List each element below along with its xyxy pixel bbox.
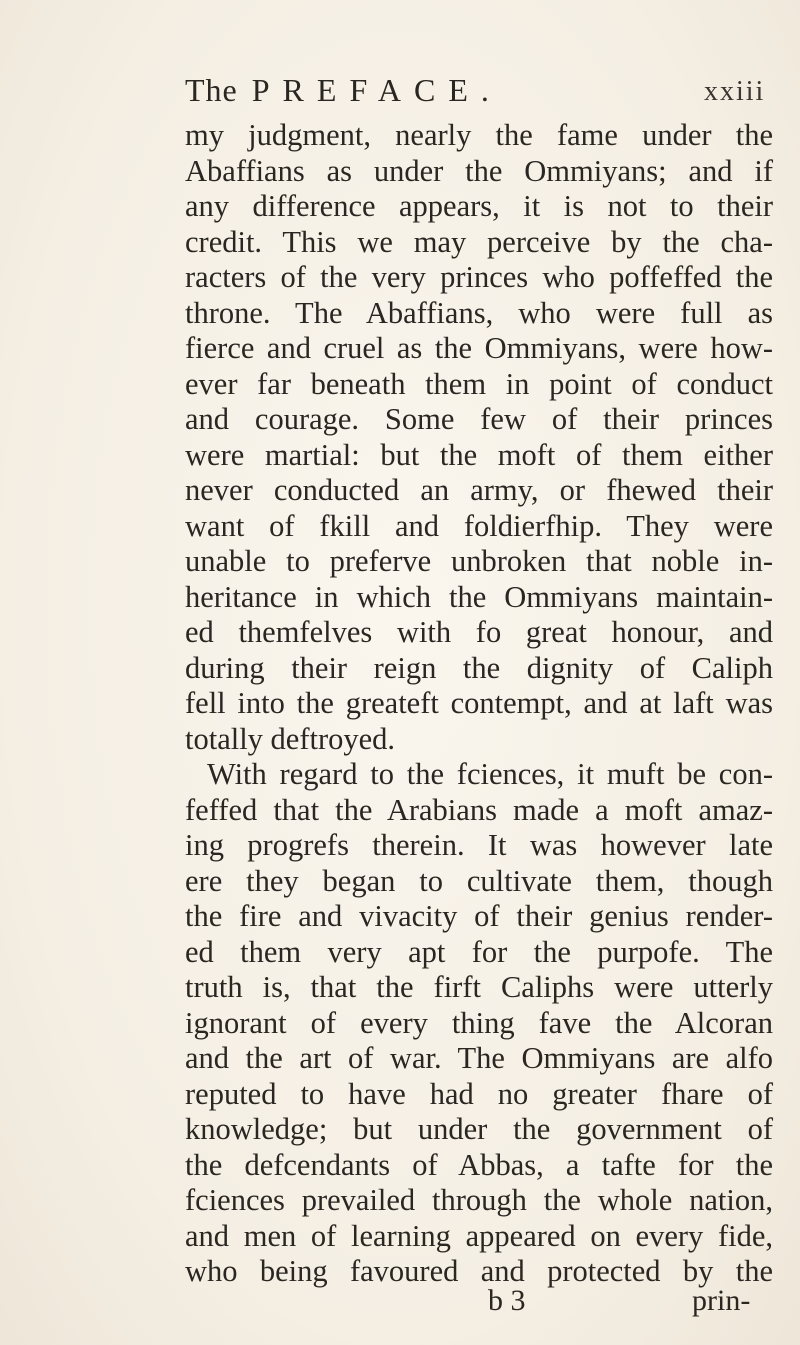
text-line: were martial: but the moft of them either	[185, 437, 773, 472]
page-number: xxiii	[704, 76, 766, 107]
text-line: ere they began to cultivate them, though	[185, 863, 773, 898]
text-line: unable to preferve unbroken that noble in-	[185, 544, 773, 578]
text-line: any difference appears, it is not to their	[185, 189, 773, 223]
text-line: who being favoured and protected by the	[185, 1254, 773, 1288]
text-line: reputed to have had no greater fhare of	[185, 1076, 773, 1111]
running-title-main: PREFACE.	[251, 72, 502, 108]
page-footer	[0, 1284, 800, 1324]
text-line: credit. This we may perceive by the cha-	[185, 224, 773, 259]
text-line: knowledge; but under the government of	[185, 1112, 773, 1146]
text-line: and men of learning appeared on every fide,	[185, 1218, 773, 1253]
text-line: the defcendants of Abbas, a tafte for the	[185, 1147, 773, 1182]
text-line: truth is, that the firft Caliphs were utterly	[185, 970, 773, 1004]
text-line: totally deftroyed.	[185, 721, 396, 756]
text-line: ed them very apt for the purpofe. The	[185, 934, 773, 969]
text-line: during their reign the dignity of Caliph	[185, 650, 773, 685]
catchword: prin-	[692, 1284, 751, 1317]
text-line: the fire and vivacity of their genius render-	[185, 899, 773, 933]
text-line: ever far beneath them in point of conduct	[185, 366, 773, 401]
body-text	[185, 118, 773, 1290]
text-line: fciences prevailed through the whole nation,	[185, 1183, 773, 1217]
text-line: Abaffians as under the Ommiyans; and if	[185, 153, 773, 188]
text-line: ing progrefs therein. It was however late	[185, 828, 773, 862]
text-line: and the art of war. The Ommiyans are alfo	[185, 1041, 773, 1075]
text-line: racters of the very princes who poffeffed the	[185, 260, 773, 294]
text-line: fell into the greateft contempt, and at laft was	[185, 686, 773, 720]
running-title	[185, 72, 502, 109]
text-line: never conducted an army, or fhewed their	[185, 473, 773, 507]
text-line: fierce and cruel as the Ommiyans, were how-	[185, 331, 773, 365]
page-header	[0, 72, 800, 112]
running-title-prefix: The	[185, 72, 238, 108]
text-line: ignorant of every thing fave the Alcoran	[185, 1005, 773, 1040]
text-line: feffed that the Arabians made a moft amaz-	[185, 792, 773, 827]
text-line: heritance in which the Ommiyans maintain-	[185, 579, 773, 614]
text-line: want of fkill and foldierfhip. They were	[185, 508, 773, 543]
signature-mark: b 3	[488, 1284, 526, 1317]
text-line: ed themfelves with fo great honour, and	[185, 615, 773, 649]
text-line: throne. The Abaffians, who were full as	[185, 295, 773, 330]
text-line: my judgment, nearly the fame under the	[185, 118, 773, 152]
text-line: With regard to the fciences, it muft be con-	[207, 757, 773, 791]
text-line: and courage. Some few of their princes	[185, 402, 773, 436]
